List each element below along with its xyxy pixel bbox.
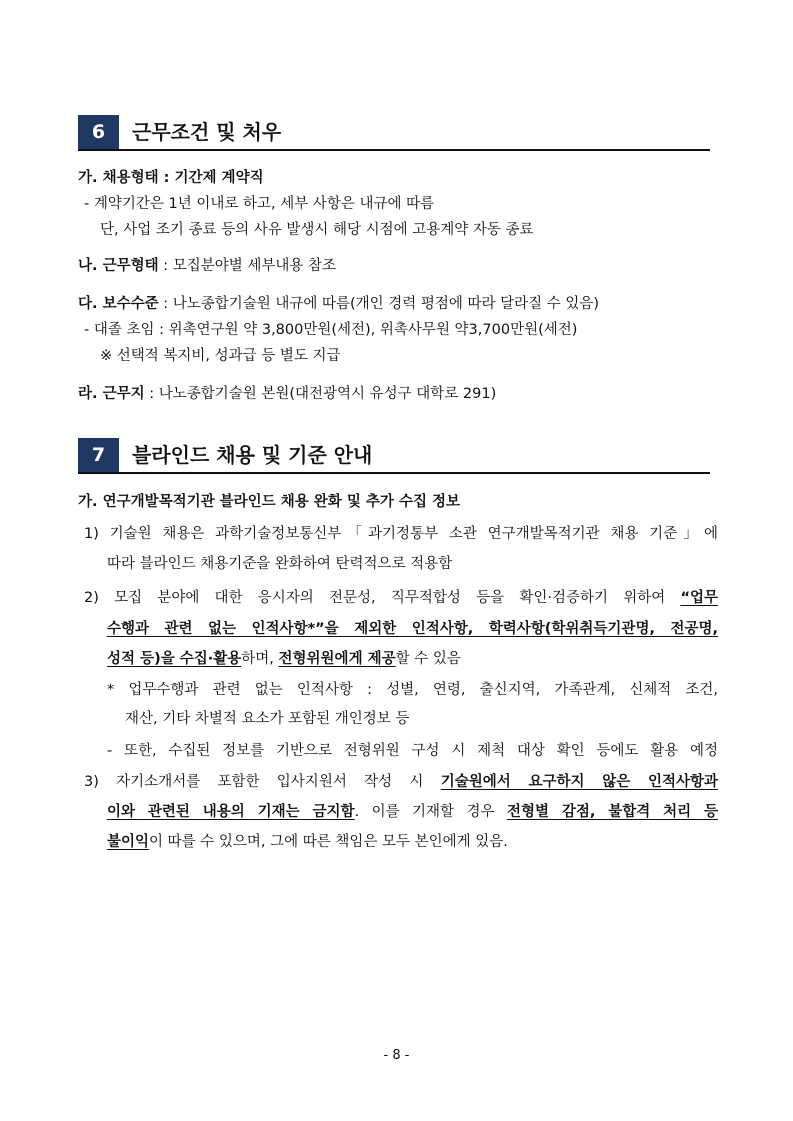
work-type — [78, 256, 336, 276]
item2-line3 — [107, 649, 461, 669]
welfare-note: ※ 선택적 복지비, 성과급 등 별도 지급 — [100, 348, 341, 364]
contract-termination: 단, 사업 조기 종료 등의 사유 발생시 해당 시점에 고용계약 자동 종료 — [100, 222, 534, 238]
item3-text: 3) 자기소개서를 포함한 입사지원서 작성 시 — [84, 774, 441, 790]
item3-line3 — [107, 832, 508, 852]
work-type-label: 나. 근무형태 — [78, 258, 159, 274]
item1-line1: 1) 기술원 채용은 과학기술정보통신부「과기정통부 소관 연구개발목적기관 채용 기준」에 — [84, 526, 718, 542]
salary-level-label: 다. 보수수준 — [78, 296, 159, 312]
employment-type — [78, 168, 264, 188]
item2-emphasis: “업무 — [680, 590, 718, 606]
employment-type-value: : 기간제 계약직 — [158, 170, 264, 186]
work-type-value: : 모집분야별 세부내용 참조 — [158, 258, 336, 274]
section-6-title: 근무조건 및 처우 — [132, 120, 282, 144]
item3-line2 — [107, 802, 718, 822]
item3-line1 — [84, 772, 718, 792]
item3-mid: . 이를 기재할 경우 — [354, 804, 507, 820]
work-location-value: : 나노종합기술원 본원(대전광역시 유성구 대학로 291) — [144, 386, 497, 402]
section-7-number: 7 — [78, 438, 119, 472]
also-line: - 또한, 수집된 정보를 기반으로 전형위원 구성 시 제척 대상 확인 등에도 활용 예정 — [107, 743, 718, 759]
item2-collect: 성적 등)을 수집·활용 — [107, 651, 242, 667]
item3-penalty: 전형별 감점, 불합격 처리 등 — [506, 804, 718, 820]
item1-line2: 따라 블라인드 채용기준을 완화하여 탄력적으로 적용함 — [107, 556, 453, 572]
employment-type-label: 가. 채용형태 — [78, 170, 159, 186]
note-line1: * 업무수행과 관련 없는 인적사항 : 성별, 연령, 출신지역, 가족관계, 신체적 조건, — [107, 682, 718, 698]
work-location-label: 라. 근무지 — [78, 386, 145, 402]
section-7-title: 블라인드 채용 및 기준 안내 — [132, 443, 373, 467]
item2-provide: 전형위원에게 제공 — [278, 651, 396, 667]
item2-text: 2) 모집 분야에 대한 응시자의 전문성, 직무적합성 등을 확인·검증하기 위하여 — [84, 590, 681, 606]
note-line2: 재산, 기타 차별적 요소가 포함된 개인정보 등 — [125, 711, 410, 727]
blind-subtitle: 가. 연구개발목적기관 블라인드 채용 완화 및 추가 수집 정보 — [78, 494, 461, 510]
item2-end: 할 수 있음 — [395, 651, 461, 667]
item3-emphasis1: 기술원에서 요구하지 않은 인적사항과 — [440, 774, 718, 790]
salary-level — [78, 294, 599, 314]
starting-salary: - 대졸 초임 : 위촉연구원 약 3,800만원(세전), 위촉사무원 약3,700만원(세전) — [84, 322, 578, 338]
section-7-header — [78, 438, 710, 474]
section-6-number: 6 — [78, 115, 119, 149]
item3-end: 이 따를 수 있으며, 그에 따른 책임은 모두 본인에게 있음. — [149, 834, 508, 850]
contract-period: - 계약기간은 1년 이내로 하고, 세부 사항은 내규에 따름 — [84, 196, 435, 212]
salary-level-value: : 나노종합기술원 내규에 따름(개인 경력 평점에 따라 달라질 수 있음) — [158, 296, 600, 312]
item2-conj: 하며, — [241, 651, 279, 667]
work-location — [78, 384, 496, 404]
item2-line2: 수행과 관련 없는 인적사항*”을 제외한 인적사항, 학력사항(학위취득기관명, 전공명, — [107, 621, 718, 637]
page-number: - 8 - — [383, 1048, 410, 1063]
item3-prohibit: 이와 관련된 내용의 기재는 금지함 — [107, 804, 355, 820]
item3-disadvantage: 불이익 — [107, 834, 150, 850]
section-6-header — [78, 115, 710, 151]
item2-line1 — [84, 588, 718, 608]
